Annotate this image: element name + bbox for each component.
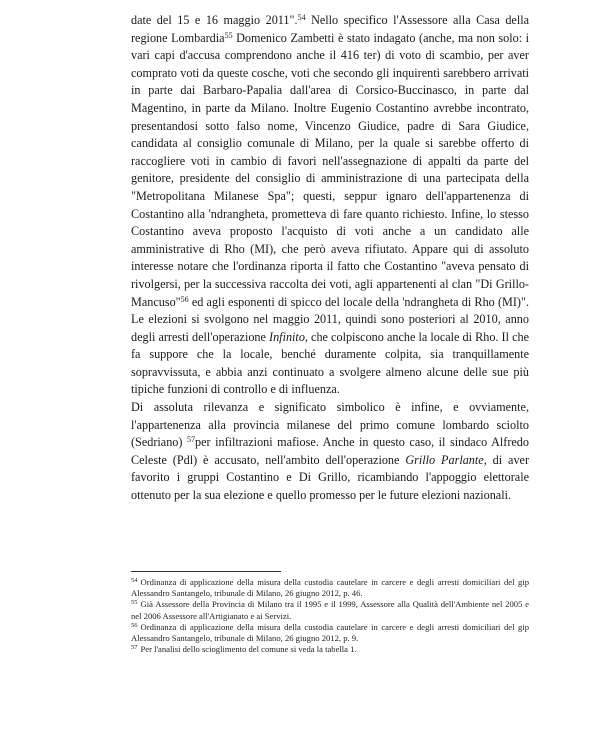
italic-term: Infinito [269,329,305,344]
footnote-55 [131,599,529,621]
footnote-text: Ordinanza di applicazione della misura della custodia cautelare in carcere e degli arresti domiciliari del gip Alessandro Santangelo, tribunale di Milano, 26 giugno 2012, p. 9. [131,621,529,644]
paragraph-1 [131,12,529,399]
footnote-text: Per l'analisi dello scioglimento del comune si veda la tabella 1. [140,644,357,655]
footnote-ref: 55 [224,30,233,40]
footnote-ref: 54 [297,13,306,22]
footnote-number: 54 [131,577,138,584]
footnote-54 [131,577,529,599]
footnote-ref: 57 [187,435,195,445]
footnote-number: 55 [131,599,138,607]
footnote-number: 57 [131,644,138,652]
text-run: Di assoluta rilevanza e significato simbolico è infine, e ovviamente, l'appartenenza alla provincia milanese del primo comune lombardo sciolto (Sedriano) [131,400,529,450]
footnote-number: 56 [131,621,138,629]
text-run: per infiltrazioni mafiose. Anche in questo caso, il sindaco Alfredo Celeste (Pdl) è accusato, nell'ambito dell'operazione [131,435,529,467]
footnote-57 [131,644,529,655]
paragraph-2 [131,399,529,505]
text-run: ed agli esponenti di spicco del locale della 'ndrangheta di Rho (MI)". Le elezioni si svolgono nel maggio 2011, quindi sono posteriori al 2010, anno degli arresti dell'operazione [131,294,529,344]
text-run: Nello specifico l'Assessore alla Casa della regione Lombardia [131,13,529,45]
body-text [131,12,529,505]
text-run: Domenico Zambetti è stato indagato (anche, ma non solo: i vari capi d'accusa comprendono anche il 416 ter) di voto di scambio, per aver comprato voti da queste cosche, voti che secondo gli inquirenti sarebbero arrivati in parte dai Barbaro-Papalia dall'area di Corsico-Buccinasco, in parte dal Magentino, in parte da Milano. Inoltre Eugenio Costantino avrebbe incontrato, presentandosi sotto falso nome, Vincenzo Giudice, padre di Sara Giudice, candidata al consiglio comunale di Milano, per la quale si sarebbe offerto di raccogliere voti in cambio di favori nell'assegnazione di appalti da parte del genitore, presidente del consiglio di amministrazione di una partecipata della "Metropolitana Milanese Spa"; questi, seppur ignaro dell'appartenenza di Costantino alla 'ndrangheta, prometteva di fare quanto richiesto. Infine, lo stesso Costantino aveva proposto l'acquisto di voti anche a un candidato alle amministrative di Rho (MI), che però aveva rifiutato. Appare qui di assoluto interesse notare che l'ordinanza riporta il fatto che Costantino "aveva pensato di rivolgersi, per la successiva raccolta dei voti, agli appartenenti al clan "Di Grillo-Mancuso" [131,30,530,309]
footnote-ref: 56 [180,294,189,304]
text-run: date del 15 e 16 maggio 2011". [131,13,298,27]
footnotes [131,577,529,655]
footnote-text: Ordinanza di applicazione della misura della custodia cautelare in carcere e degli arresti domiciliari del gip Alessandro Santangelo, tribunale di Milano, 26 giugno 2012, p. 46. [131,577,529,599]
footnote-56 [131,622,529,644]
footnote-separator [131,571,281,572]
text-run: , che colpiscono anche la locale di Rho. Il che fa suppore che la locale, benché duramente colpita, sia tranquillamente sopravvissuta, e abbia anzi continuato a svolgere almeno alcune delle sue più tipiche funzioni di controllo e di influenza. [131,329,529,397]
italic-term: Grillo Parlante [405,452,484,467]
footnote-text: Già Assessore della Provincia di Milano tra il 1995 e il 1999, Assessore alla Qualità dell'Ambiente nel 2005 e nel 2006 Assessore all'Artigianato e ai Servizi. [131,599,529,621]
text-run: , di aver favorito i gruppi Costantino e Di Grillo, ricambiando l'appoggio elettorale ottenuto per la sua elezione e quello promesso per le future elezioni nazionali. [131,452,530,503]
